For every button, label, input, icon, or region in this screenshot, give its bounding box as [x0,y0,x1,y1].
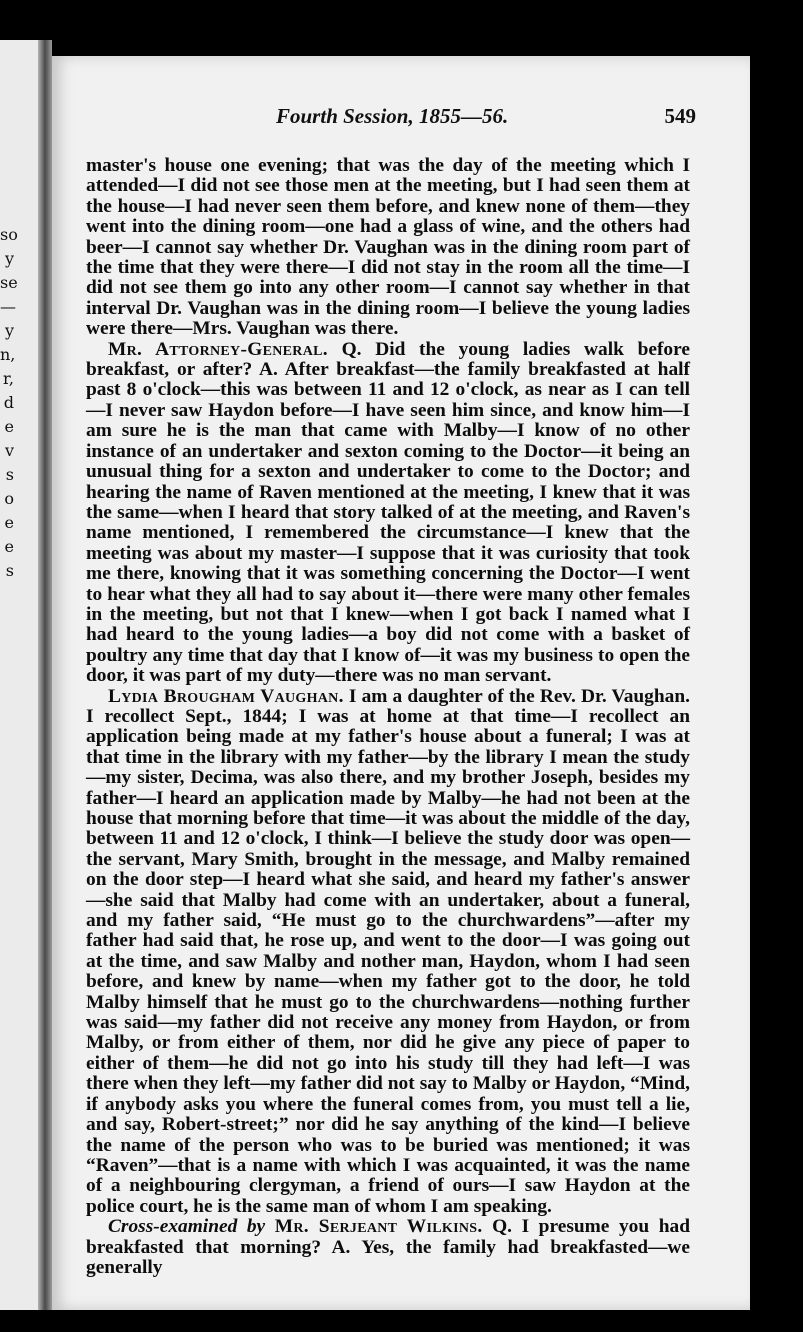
page-number: 549 [664,104,696,128]
margin-fragment: o [4,489,14,508]
facing-page-edge [0,40,38,1310]
margin-fragment: se [0,273,18,292]
margin-fragment: — [0,297,16,316]
margin-fragment: v [4,441,14,460]
margin-fragment: e [4,417,14,436]
paragraph-1 [86,156,690,340]
margin-fragment: d [3,393,14,412]
margin-fragment: r, [3,369,14,388]
margin-fragment: e [4,513,14,532]
margin-fragment: so [0,225,18,244]
paragraph-text: Q. I presume you had breakfasted that morning? A. Yes, the family had breakfasted—we generally [86,1216,690,1278]
scan-top-border [0,0,803,40]
page-header [86,104,696,134]
paragraph-text: I am a daughter of the Rev. Dr. Vaughan. I recollect Sept., 1844; I was at home at that time—I recollect an application being made at my father's house about a funeral; I was at that time in the library with my father—by the library I mean the study—my sister, Decima, was also there, and my brother Joseph, besides my father—I heard an application made by Malby—he had not been at the house that morning before that time—it was about the middle of the day, between 11 and 12 o'clock, I think—I believe the study door was open—the servant, Mary Smith, brought in the message, and Malby remained on the door step—I heard what she said, and heard my father's answer—she said that Malby had come with an undertaker, about a funeral, and my father said, “He must go to the churchwardens”—after my father had said that, he rose up, and went to the door—I was going out at the time, and saw Malby and nother man, Haydon, whom I had seen before, and knew by name—when my father got to the door, he told Malby himself that he must go to the churchwardens—nothing further was said—my father did not receive any money from Haydon, or from Malby, or from either of them, nor did he give any piece of paper to either of them—he did not go into his study till they had left—I was there when they left—my father did not say to Malby or Haydon, “Mind, if anybody asks you where the funeral comes from, you must tell a lie, and say, Robert-street;” nor did he say anything of the kind—I believe the name of the person who was to be buried was mentioned; it was “Raven”—that is a name with which I was acquainted, it was the name of a neighbouring clergyman, a friend of ours—I saw Haydon at the police court, he is the same man of whom I am speaking. [86,685,690,1217]
page-body [86,156,690,1278]
paragraph-2 [86,340,690,687]
speaker-name: Lydia Brougham Vaughan. [108,685,344,707]
speaker-name: Mr. Serjeant Wilkins. [274,1216,483,1238]
speaker-name: Mr. Attorney-General. [108,338,328,360]
speaker-prefix: Cross-examined by [108,1216,266,1238]
margin-fragment: n, [0,345,16,364]
book-gutter [38,40,52,1310]
margin-fragment: s [5,561,14,580]
paragraph-3 [86,687,690,1218]
margin-fragment: y [4,249,14,268]
margin-fragment: e [4,537,14,556]
margin-fragment: y [4,321,14,340]
paragraph-text: master's house one evening; that was the day of the meeting which I attended—I did not see those men at the meeting, but I had seen them at the house—I had never seen them before, and knew none of them—they went into the dining room—one had a glass of wine, and the others had beer—I cannot say whether Dr. Vaughan was in the dining room part of the time that they were there—I did not stay in the room all the time—I did not see them go into any other room—I cannot say whether in that interval Dr. Vaughan was in the dining room—I believe the young ladies were there—Mrs. Vaughan was there. [86,155,690,340]
margin-fragment: s [5,465,14,484]
paragraph-text: Q. Did the young ladies walk before breakfast, or after? A. After breakfast—the family breakfasted at half past 8 o'clock—this was between 11 and 12 o'clock, as near as I can tell—I never saw Haydon before—I have seen him since, and know him—I am sure he is the man that came with Malby—I know of no other instance of an undertaker and sexton coming to the Doctor—it being an unusual thing for a sexton and undertaker to come to the Doctor; and hearing the name of Raven mentioned at the meeting, I knew that it was the same—when I heard that story talked of at the meeting, and Raven's name mentioned, I remembered the circumstance—I knew that the meeting was about my master—I suppose that it was curiosity that took me there, knowing that it was something concerning the Doctor—I went to hear what they all had to say about it—there were many other females in the meeting, but not that I knew—when I got back I named what I had heard to the young ladies—a boy did not come with a basket of poultry any time that day that I know of—it was my business to open the door, it was part of my duty—there was no man servant. [86,338,690,687]
facing-page-fragments [0,223,18,583]
running-title: Fourth Session, 1855—56. [276,104,509,128]
paragraph-4 [86,1217,690,1278]
